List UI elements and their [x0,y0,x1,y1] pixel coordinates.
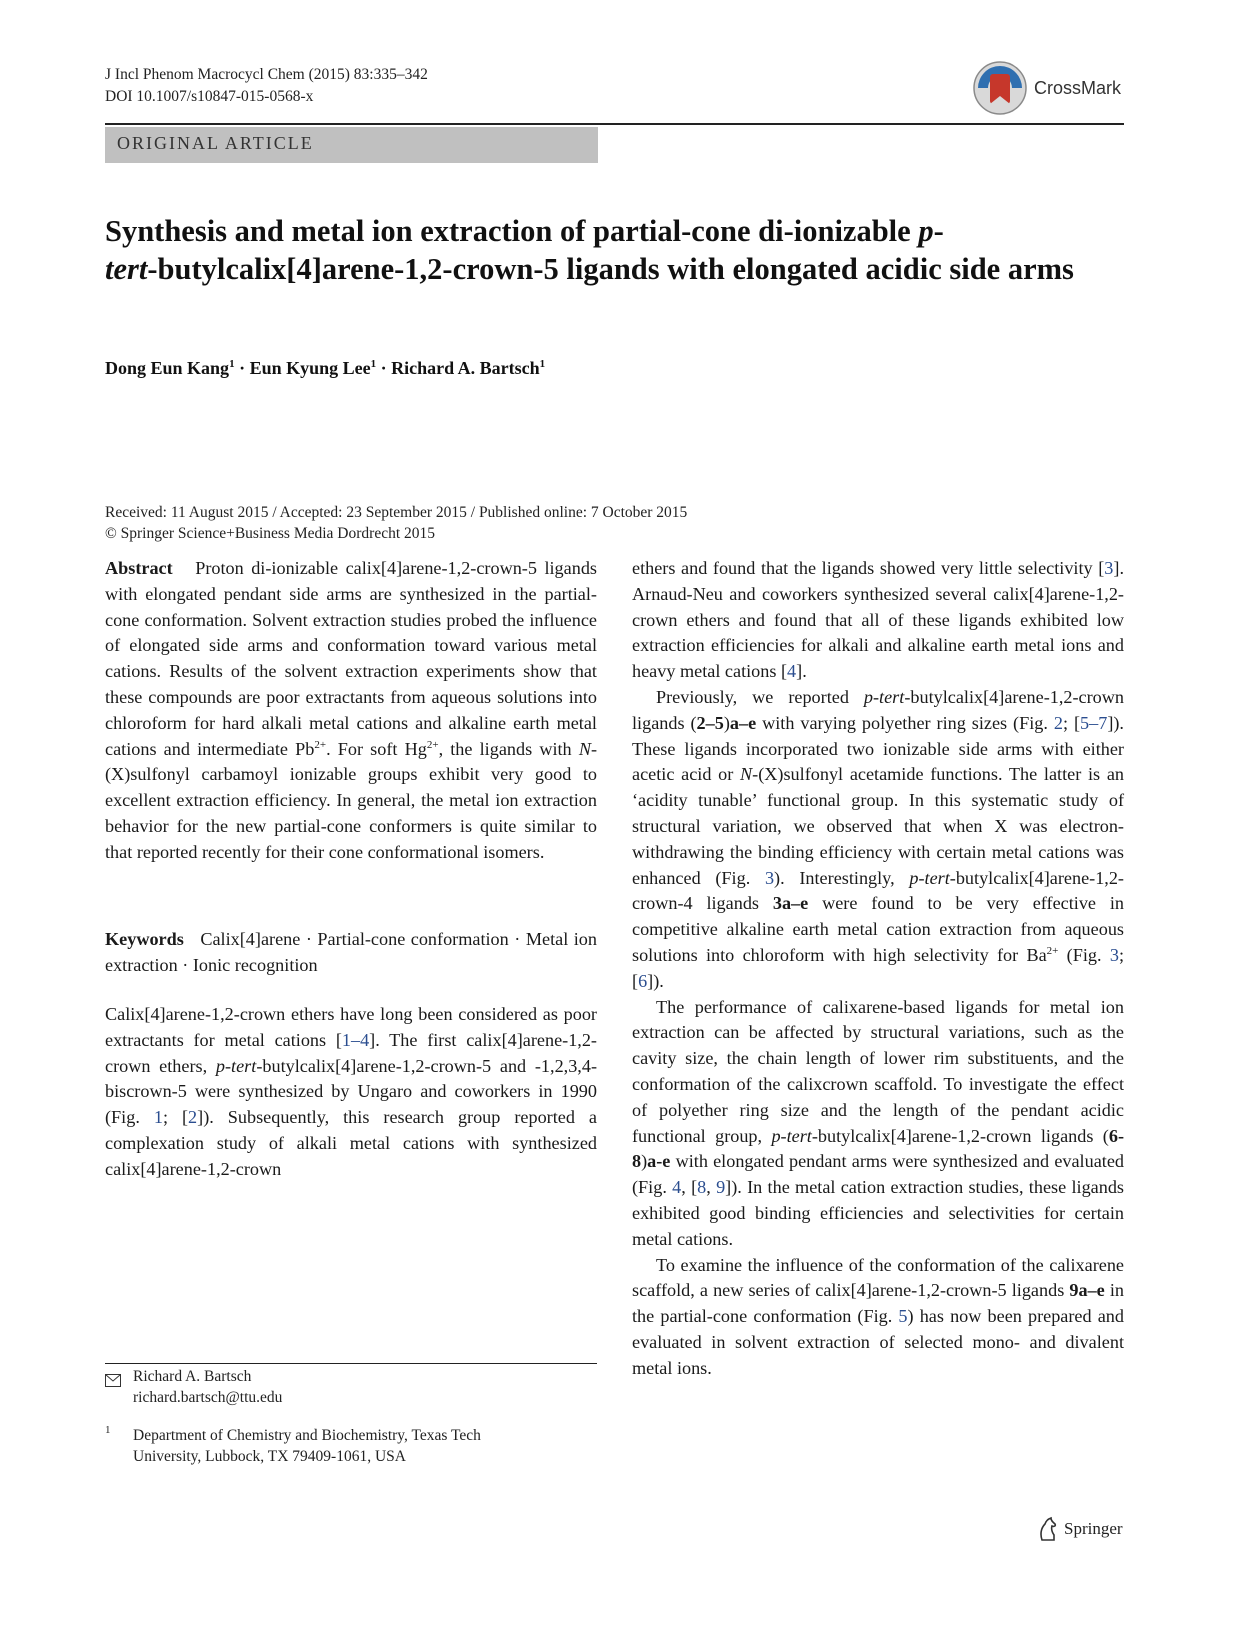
italic-text: p-tert [215,1055,257,1076]
figure-link[interactable]: 2 [1053,712,1063,733]
body-text: , [706,1177,717,1198]
body-text: ) has now been prepared and evaluated in solvent extraction of selected mono- and divalent metal ions. [632,1306,1124,1378]
abstract-paragraph [105,556,597,866]
envelope-icon [105,1374,121,1387]
body-text: The performance of calixarene-based ligands for metal ion extraction can be affected by structural variations, such as the cavity size, the chain length of lower rim substituents, and the conformation of the calixcrown scaffold. To investigate the effect of polyether ring size and the length of the pendant acidic functional group, [632,996,1124,1146]
contact-email[interactable]: richard.bartsch@ttu.edu [133,1389,283,1406]
superscript: 2+ [426,738,439,751]
body-text: ; [ [162,1107,189,1128]
header-rule [105,123,1124,125]
body-text: ]). Subsequently, this research group reported a complexation study of alkali metal cations with synthesized calix[4]arene-1,2-crown [105,1107,597,1179]
figure-link[interactable]: 3 [1109,944,1119,965]
abstract-text: Proton di-ionizable calix[4]arene-1,2-crown-5 ligands with elongated pendant side arms are synthesized in the partial-cone conformation. Solvent extraction studies probed the influence of elongated side arms and conformation toward various metal cations. Results of the solvent extraction experiments show that these compounds are poor extractants from aqueous solutions into chloroform for hard alkali metal cations and alkaline earth metal cations and intermediate Pb [105,558,597,759]
title-hyphen: - [933,214,944,248]
body-text: Previously, we reported [656,686,864,707]
body-text: ]. The first calix[4]arene-1,2-crown ethers, [105,1029,597,1076]
contact-name: Richard A. Bartsch [133,1368,252,1385]
title-italic-tert: tert [105,252,148,286]
italic-text: p-tert [771,1125,812,1146]
keywords-text: Calix[4]arene · Partial-cone conformation · Metal ion extraction · Ionic recognition [105,929,597,975]
figure-link[interactable]: 3 [764,867,775,888]
abstract-block [105,556,597,866]
article-title [105,212,1105,288]
footnote-rule [105,1363,597,1364]
author-affiliation: 1 [539,358,546,370]
body-text: ]). These ligands incorporated two ionizable side arms with either acetic acid or [632,712,1124,785]
intro-paragraph [105,1002,597,1183]
title-text: Synthesis and metal ion extraction of partial-cone di-ionizable [105,214,919,248]
body-text: -butylcalix[4]arene-1,2-crown ligands ( [632,686,1124,733]
body-text: ; [ [1062,712,1081,733]
keywords-paragraph [105,927,597,979]
body-text: ]). In the metal cation extraction studies, these ligands exhibited good binding efficiencies and selectivities for certain metal cations. [632,1177,1125,1249]
body-text: -(X)sulfonyl acetamide functions. The latter is an ‘acidity tunable’ functional group. In this systematic study of structural variation, we observed that when X was electron-withdrawing the binding efficiency with certain metal cations was enhanced (Fig. [632,764,1125,888]
crossmark-label: CrossMark [1034,78,1122,98]
figure-link[interactable]: 1 [153,1107,163,1128]
superscript: 2+ [1046,944,1059,957]
body-text: Calix[4]arene-1,2-crown ethers have long been considered as poor extractants for metal cations [ [105,1004,597,1050]
paragraph-4 [632,1253,1124,1382]
publisher-logo [1036,1516,1123,1546]
body-text: with varying polyether ring sizes (Fig. [756,712,1054,733]
springer-horse-icon [1036,1516,1060,1542]
body-text: ]. Arnaud-Neu and coworkers synthesized several calix[4]arene-1,2-crown ethers and found that all of these ligands exhibited low extraction efficiencies for alkali and alkaline earth metal ions and heavy metal cations [ [632,558,1124,682]
author-name[interactable]: Richard A. Bartsch [391,358,540,378]
affiliation-line-2: University, Lubbock, TX 79409-1061, USA [133,1448,406,1465]
keywords-block [105,927,597,979]
body-text: were found to be very effective in competitive alkaline earth metal cation extraction from aqueous solutions into chloroform with high selectivity for Ba [632,893,1125,965]
citation-link[interactable]: 5–7 [1080,712,1108,733]
citation-link[interactable]: 2 [188,1107,198,1128]
journal-citation [105,64,428,108]
title-text-2: -butylcalix[4]arene-1,2-crown-5 ligands with elongated acidic side arms [147,252,1074,286]
intro-block [105,1002,597,1183]
body-text: To examine the influence of the conformation of the calixarene scaffold, a new series of calix[4]arene-1,2-crown-5 ligands [632,1254,1124,1301]
title-italic-p: p [918,214,934,248]
body-text: ) [641,1151,648,1172]
superscript: 2+ [314,738,327,751]
body-text: ) [723,712,730,733]
affiliation-line-1: Department of Chemistry and Biochemistry, Texas Tech [133,1427,481,1444]
body-text: ethers and found that the ligands showed very little selectivity [ [632,558,1105,578]
body-text: ; [ [632,944,1124,991]
italic-text: p-tert [863,686,905,707]
citation-link[interactable]: 3 [1104,558,1114,578]
keywords-label: Keywords [105,929,184,949]
paragraph-1 [632,556,1124,685]
compound-label: a-e [647,1151,671,1172]
author-affiliation: 1 [229,358,235,370]
crossmark-badge[interactable] [972,60,1127,120]
citation-link[interactable]: 6 [638,970,648,991]
body-text: -butylcalix[4]arene-1,2-crown-4 ligands [632,867,1124,914]
paragraph-3 [632,995,1124,1253]
compound-label: 9a–e [1069,1280,1105,1301]
publication-dates [105,502,687,544]
affiliation-number: 1 [105,1424,111,1436]
author-separator: · [376,358,392,378]
citation-link[interactable]: 8 [697,1177,707,1198]
body-text: ]). [647,970,664,991]
body-text: with elongated pendant arms were synthesized and evaluated (Fig. [632,1151,1124,1198]
body-text: ]. [796,661,807,682]
abstract-text: , the ligands with [438,738,579,759]
figure-link[interactable]: 5 [898,1306,908,1327]
abstract-text: -(X)sulfonyl carbamoyl ionizable groups exhibit very good to excellent extraction efficiency. In general, the metal ion extraction behavior for the new partial-cone conformers is quite similar to that reported recently for their cone conformational isomers. [105,738,598,862]
abstract-label: Abstract [105,558,173,578]
citation-link[interactable]: 1–4 [341,1029,370,1050]
publisher-name: Springer [1064,1519,1123,1538]
right-column [632,556,1124,1382]
citation-link[interactable]: 9 [716,1177,726,1198]
compound-label: 2–5 [696,712,724,733]
doi-line[interactable]: DOI 10.1007/s10847-015-0568-x [105,88,314,105]
compound-label: 3a–e [772,893,809,914]
citation-link[interactable]: 4 [787,661,797,682]
crossmark-icon [972,60,1028,116]
body-text: -butylcalix[4]arene-1,2-crown ligands ( [811,1125,1109,1146]
body-text: in the partial-cone conformation (Fig. [632,1280,1124,1327]
copyright-line: © Springer Science+Business Media Dordrecht 2015 [105,525,436,542]
section-label-box [105,127,598,163]
body-text: ). Interestingly, [774,867,910,888]
italic-text: p-tert [909,867,950,888]
paragraph-2 [632,685,1124,995]
author-separator: · [234,358,250,378]
section-label: ORIGINAL ARTICLE [117,133,314,153]
compound-label: 6-8 [632,1125,1124,1172]
corresponding-author [133,1366,282,1408]
affiliation [133,1425,481,1467]
abstract-text: . For soft Hg [326,738,427,759]
compound-label: a–e [729,712,757,733]
author-name[interactable]: Dong Eun Kang [105,358,230,378]
history-line: Received: 11 August 2015 / Accepted: 23 September 2015 / Published online: 7 October 2015 [105,504,688,521]
italic-n: N [578,738,591,759]
italic-n: N [740,764,753,785]
body-text: , [ [681,1177,698,1198]
contact-icon-wrap [105,1372,121,1393]
author-affiliation: 1 [370,358,377,370]
journal-line: J Incl Phenom Macrocycl Chem (2015) 83:335–342 [105,66,428,83]
author-list [105,358,545,379]
author-name[interactable]: Eun Kyung Lee [249,358,371,378]
body-text: -butylcalix[4]arene-1,2-crown-5 and -1,2,3,4-biscrown-5 were synthesized by Ungaro and coworkers in 1990 (Fig. [105,1055,597,1128]
figure-link[interactable]: 4 [672,1177,682,1198]
body-text: (Fig. [1058,944,1110,965]
